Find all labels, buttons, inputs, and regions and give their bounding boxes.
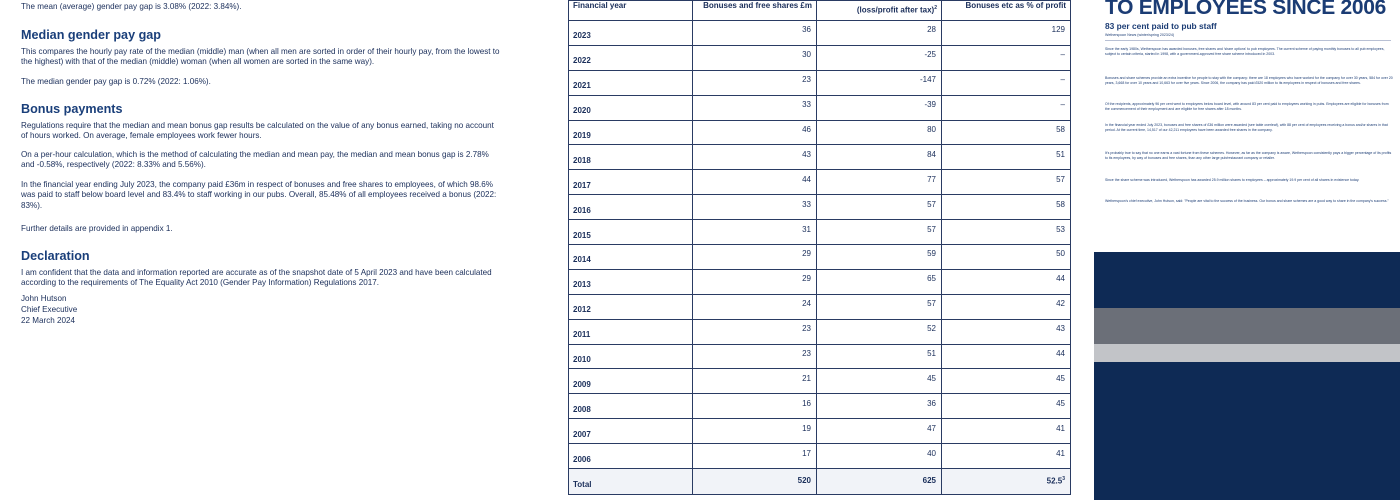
table-row bbox=[569, 344, 1071, 369]
cell-year: 2013 bbox=[569, 269, 693, 294]
cell-percent: 42 bbox=[942, 294, 1071, 319]
table-row bbox=[569, 319, 1071, 344]
cell-bonuses: 29 bbox=[693, 269, 817, 294]
cell-profit: 65 bbox=[817, 269, 942, 294]
declaration-heading: Declaration bbox=[21, 249, 90, 263]
poster-paragraph: Of the recipients, approximately 96 per cent went to employees below board level, with around 83 per cent paid to employees working in pubs. Employees are eligible for bonuses from the commencement of their employment and are eligible for free shares after 18 months. bbox=[1105, 102, 1389, 111]
cell-profit: 52 bbox=[817, 319, 942, 344]
left-text-column bbox=[0, 0, 520, 500]
further-details: Further details are provided in appendix 1. bbox=[21, 224, 173, 233]
table-row bbox=[569, 70, 1071, 95]
cell-percent: 45 bbox=[942, 394, 1071, 419]
cell-profit: 40 bbox=[817, 444, 942, 469]
cell-profit: 59 bbox=[817, 245, 942, 270]
cell-bonuses: 23 bbox=[693, 319, 817, 344]
table-row bbox=[569, 269, 1071, 294]
cell-year: 2014 bbox=[569, 245, 693, 270]
cell-profit: -25 bbox=[817, 45, 942, 70]
cell-year: 2010 bbox=[569, 344, 693, 369]
cell-year: 2020 bbox=[569, 95, 693, 120]
header-profit bbox=[817, 1, 942, 21]
mean-gap-line: The mean (average) gender pay gap is 3.08% (2022: 3.84%). bbox=[21, 2, 242, 11]
cell-profit: 45 bbox=[817, 369, 942, 394]
cell-bonuses: 46 bbox=[693, 120, 817, 145]
poster-paragraph: Wetherspoon's chief executive, John Hutson, said: "People are vital to the success of the business. Our bonus and share schemes are a good way to share in the company's success." bbox=[1105, 199, 1389, 203]
bonus-table-container bbox=[568, 0, 1070, 500]
cell-bonuses: 31 bbox=[693, 220, 817, 245]
median-gap-line: The median gender pay gap is 0.72% (2022: 1.06%). bbox=[21, 77, 211, 86]
cell-percent: 50 bbox=[942, 245, 1071, 270]
cell-percent: 53 bbox=[942, 220, 1071, 245]
cell-year: 2022 bbox=[569, 45, 693, 70]
cell-bonuses: 33 bbox=[693, 95, 817, 120]
cell-year: 2007 bbox=[569, 419, 693, 444]
cell-percent: 43 bbox=[942, 319, 1071, 344]
median-paragraph: This compares the hourly pay rate of the median (middle) man (when all men are sorted in order of their hourly pay, from the lowest to the highest) with that of the median (middle) woman (when all women are sorted in the same way). bbox=[21, 47, 500, 67]
cell-percent: 58 bbox=[942, 120, 1071, 145]
header-profit-footnote: 2 bbox=[934, 5, 937, 12]
cell-percent: 129 bbox=[942, 21, 1071, 46]
cell-profit: 84 bbox=[817, 145, 942, 170]
poster-band-grey bbox=[1094, 308, 1400, 344]
header-financial-year: Financial year bbox=[569, 1, 693, 21]
poster-panel bbox=[1094, 0, 1400, 500]
table-row bbox=[569, 21, 1071, 46]
cell-percent: 57 bbox=[942, 170, 1071, 195]
bonus-paragraph-1: Regulations require that the median and mean bonus gap results be calculated on the value of any bonus earned, taking no account of hours worked. On average, female employees work fewer hours. bbox=[21, 121, 494, 141]
table-row bbox=[569, 394, 1071, 419]
cell-year: 2015 bbox=[569, 220, 693, 245]
table-row bbox=[569, 145, 1071, 170]
cell-year: 2011 bbox=[569, 319, 693, 344]
cell-profit: 77 bbox=[817, 170, 942, 195]
bonus-heading: Bonus payments bbox=[21, 102, 123, 116]
poster-paragraph: It's probably true to say that no one earns a vast fortune from these schemes. However, as far as the company is aware, Wetherspoon consistently pays a bigger percentage of its profits to its employees, by way of bonuses and free shares, than any other large pub/restaurant company or retailer. bbox=[1105, 151, 1392, 160]
poster-paragraph: In the financial year ended July 2023, bonuses and free shares of £36 million were awarded (see table overleaf), with 88 per cent of employees receiving a bonus and/or shares in that period. At the current time, 14,517 of our 42,211 employees have been awarded free shares in the company. bbox=[1105, 123, 1388, 132]
header-bonuses: Bonuses and free shares £m bbox=[693, 1, 817, 21]
table-row bbox=[569, 444, 1071, 469]
cell-bonuses: 23 bbox=[693, 70, 817, 95]
table-row bbox=[569, 95, 1071, 120]
total-percent-footnote: 3 bbox=[1062, 475, 1065, 482]
cell-percent: 51 bbox=[942, 145, 1071, 170]
cell-year: 2006 bbox=[569, 444, 693, 469]
cell-profit: 28 bbox=[817, 21, 942, 46]
cell-percent: 44 bbox=[942, 269, 1071, 294]
poster-band-navy bbox=[1094, 252, 1400, 308]
bonus-paragraph-3: In the financial year ending July 2023, the company paid £36m in respect of bonuses and free shares to employees, of which 98.6% was paid to staff below board level and 83.4% to staff working in our pubs. Overall, 85.48% of all employees received a bonus (2022: 83%). bbox=[21, 180, 497, 210]
cell-profit: 80 bbox=[817, 120, 942, 145]
cell-bonuses: 44 bbox=[693, 170, 817, 195]
poster-title: TO EMPLOYEES SINCE 2006 bbox=[1105, 0, 1386, 19]
cell-percent: – bbox=[942, 70, 1071, 95]
cell-profit: 36 bbox=[817, 394, 942, 419]
poster-divider bbox=[1105, 40, 1391, 41]
total-profit: 625 bbox=[817, 469, 942, 495]
signer-title: Chief Executive bbox=[21, 305, 78, 314]
cell-profit: 57 bbox=[817, 195, 942, 220]
table-row bbox=[569, 195, 1071, 220]
cell-percent: 44 bbox=[942, 344, 1071, 369]
cell-bonuses: 17 bbox=[693, 444, 817, 469]
table-row bbox=[569, 245, 1071, 270]
poster-subtitle: 83 per cent paid to pub staff bbox=[1105, 21, 1217, 31]
poster-paragraph: Bonuses and share schemes provide an extra incentive for people to stay with the company: there are 18 employees who have worked for the company for over 30 years, 584 for over 20 years, 3,668 for over 10 years and 10,663 for over five years. Since 2006, the company has paid £520 million to its employees in respect of bonuses and free shares. bbox=[1105, 76, 1393, 85]
cell-year: 2019 bbox=[569, 120, 693, 145]
cell-year: 2009 bbox=[569, 369, 693, 394]
cell-percent: 58 bbox=[942, 195, 1071, 220]
signer-name: John Hutson bbox=[21, 294, 67, 303]
cell-percent: 45 bbox=[942, 369, 1071, 394]
cell-bonuses: 24 bbox=[693, 294, 817, 319]
header-bonus-percent: Bonuses etc as % of profit bbox=[942, 1, 1071, 21]
cell-year: 2012 bbox=[569, 294, 693, 319]
cell-bonuses: 33 bbox=[693, 195, 817, 220]
cell-bonuses: 16 bbox=[693, 394, 817, 419]
median-heading: Median gender pay gap bbox=[21, 28, 161, 42]
cell-year: 2021 bbox=[569, 70, 693, 95]
table-header-row bbox=[569, 1, 1071, 21]
cell-profit: 57 bbox=[817, 220, 942, 245]
cell-bonuses: 36 bbox=[693, 21, 817, 46]
signer-date: 22 March 2024 bbox=[21, 316, 75, 325]
table-row bbox=[569, 120, 1071, 145]
table-row bbox=[569, 170, 1071, 195]
total-percent bbox=[942, 469, 1071, 495]
cell-bonuses: 21 bbox=[693, 369, 817, 394]
cell-year: 2008 bbox=[569, 394, 693, 419]
cell-percent: – bbox=[942, 45, 1071, 70]
total-label: Total bbox=[569, 469, 693, 495]
poster-paragraph: Since the share scheme was introduced, Wetherspoon has awarded 25.9 million shares to employees – approximately 19.9 per cent of all shares in existence today. bbox=[1105, 178, 1360, 182]
cell-profit: -39 bbox=[817, 95, 942, 120]
cell-percent: 41 bbox=[942, 444, 1071, 469]
cell-bonuses: 43 bbox=[693, 145, 817, 170]
cell-profit: 51 bbox=[817, 344, 942, 369]
table-row bbox=[569, 45, 1071, 70]
cell-percent: 41 bbox=[942, 419, 1071, 444]
cell-profit: -147 bbox=[817, 70, 942, 95]
poster-band-navy-bottom bbox=[1094, 362, 1400, 500]
cell-profit: 57 bbox=[817, 294, 942, 319]
table-total-row bbox=[569, 469, 1071, 495]
cell-year: 2017 bbox=[569, 170, 693, 195]
cell-bonuses: 29 bbox=[693, 245, 817, 270]
header-profit-label: (loss/profit after tax) bbox=[856, 6, 935, 15]
poster-meta: Wetherspoon News (winter/spring 2023/24) bbox=[1105, 33, 1175, 37]
total-bonuses: 520 bbox=[693, 469, 817, 495]
cell-bonuses: 30 bbox=[693, 45, 817, 70]
cell-year: 2023 bbox=[569, 21, 693, 46]
cell-bonuses: 23 bbox=[693, 344, 817, 369]
poster-paragraph: Since the early 1980s, Wetherspoon has awarded bonuses, free shares and 'share options' to pub employees. The current scheme of paying monthly bonuses to all pub employees, subject to certain criteria, started in 1998, with a government-approved free share scheme introduced in 2003. bbox=[1105, 47, 1385, 56]
declaration-paragraph: I am confident that the data and information reported are accurate as of the snapshot date of 5 April 2023 and have been calculated according to the requirements of The Equality Act 2010 (Gender Pay Information) Regulations 2017. bbox=[21, 268, 492, 288]
table-row bbox=[569, 369, 1071, 394]
poster-article bbox=[1094, 0, 1400, 222]
total-percent-value: 52.5 bbox=[1046, 476, 1063, 486]
cell-profit: 47 bbox=[817, 419, 942, 444]
cell-percent: – bbox=[942, 95, 1071, 120]
table-row bbox=[569, 220, 1071, 245]
poster-band-light bbox=[1094, 344, 1400, 362]
cell-year: 2016 bbox=[569, 195, 693, 220]
bonus-table bbox=[568, 0, 1071, 495]
cell-bonuses: 19 bbox=[693, 419, 817, 444]
cell-year: 2018 bbox=[569, 145, 693, 170]
bonus-paragraph-2: On a per-hour calculation, which is the method of calculating the median and mean pay, the median and mean bonus gap is 2.78% and -0.58%, respectively (2022: 8.33% and 5.56%). bbox=[21, 150, 489, 170]
table-row bbox=[569, 419, 1071, 444]
table-row bbox=[569, 294, 1071, 319]
